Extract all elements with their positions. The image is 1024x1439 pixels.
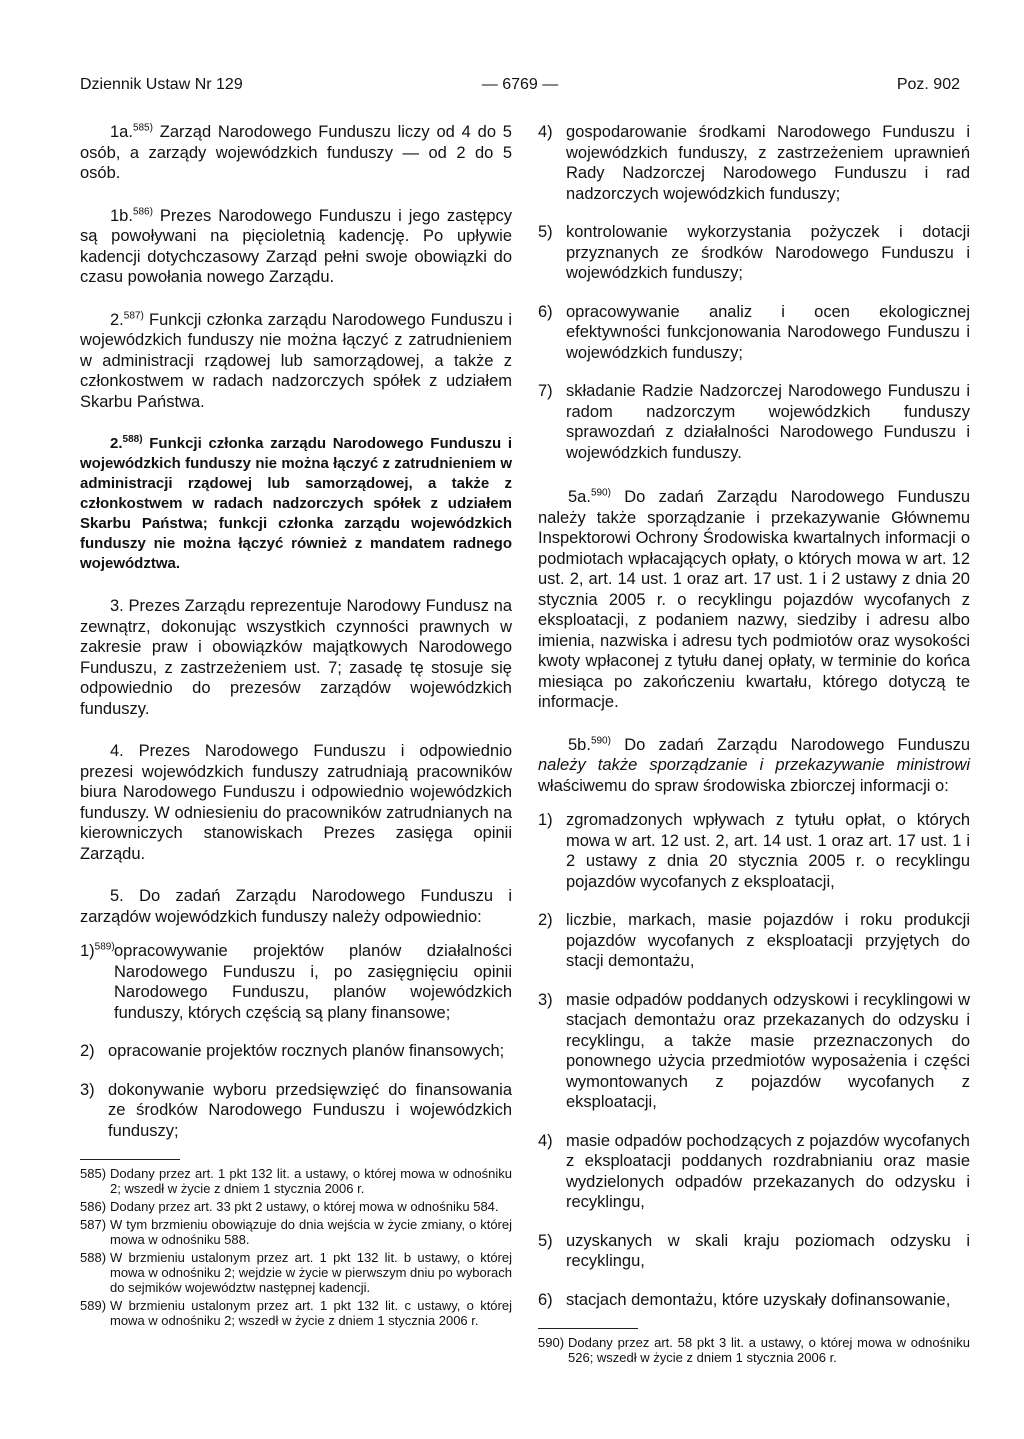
item-number: 5) bbox=[538, 1231, 553, 1250]
position-number: Poz. 902 bbox=[896, 76, 960, 93]
paragraph-number: 1b. bbox=[110, 206, 133, 225]
page-number: — 6769 — bbox=[481, 76, 559, 93]
item-number: 5) bbox=[538, 223, 553, 241]
paragraph-text: właściwemu do spraw środowiska zbiorczej informacji o: bbox=[538, 776, 949, 795]
item-text: kontrolowanie wykorzystania pożyczek i dotacji przyznanych ze środków Narodowego Funduszu i wojewódzkich funduszy; bbox=[566, 223, 970, 282]
paragraph-number: 5b. bbox=[568, 735, 591, 754]
item-number: 3) bbox=[538, 990, 553, 1009]
paragraph-5a bbox=[538, 487, 970, 713]
item-number: 4) bbox=[538, 1131, 553, 1150]
item-number: 1) bbox=[538, 811, 553, 829]
footnote-ref: 588) bbox=[122, 434, 143, 445]
list-item bbox=[80, 1041, 512, 1062]
list-item bbox=[538, 122, 970, 204]
paragraph-number: 2. bbox=[110, 435, 123, 452]
list-item bbox=[538, 222, 970, 284]
paragraph-number: 1a. bbox=[110, 123, 133, 141]
paragraph-number: 5a. bbox=[568, 488, 591, 506]
paragraph-1b bbox=[80, 206, 512, 288]
paragraph-text: Funkcji członka zarządu Narodowego Funduszu i wojewódzkich funduszy nie można łączyć z zatrudnieniem w administracji rządowej lub samorządowej, a także z członkostwem w radach nadzorczych spółek z udziałem Skarbu Państwa; funkcji członka zarządu wojewódzkich funduszy nie można łączyć również z mandatem radnego województwa. bbox=[80, 435, 512, 572]
item-text: składanie Radzie Nadzorczej Narodowego Funduszu i radom nadzorczym wojewódzkich funduszy sprawozdań z działalności Narodowego Funduszu i wojewódzkich funduszy. bbox=[566, 382, 970, 462]
list-item bbox=[538, 1231, 970, 1272]
item-number: 4) bbox=[538, 123, 553, 141]
list-item bbox=[538, 810, 970, 892]
footnote: 586) Dodany przez art. 33 pkt 2 ustawy, o której mowa w odnośniku 584. bbox=[80, 1199, 499, 1214]
footnote: 585) Dodany przez art. 1 pkt 132 lit. a ustawy, o której mowa w odnośniku 2; wszedł w życie z dniem 1 stycznia 2006 r. bbox=[80, 1166, 512, 1196]
right-column bbox=[538, 122, 970, 1368]
paragraph-text: Funkcji członka zarządu Narodowego Funduszu i wojewódzkich funduszy nie można łączyć z zatrudnieniem w administracji rządowej lub samorządowej, a także z członkostwem w radach nadzorczych spółek z udziałem Skarbu Państwa. bbox=[80, 310, 512, 411]
paragraph-3: 3. Prezes Zarządu reprezentuje Narodowy Fundusz na zewnątrz, dokonując wszystkich czynności prawnych w zakresie praw i obowiązków majątkowych Narodowego Funduszu, z zastrzeżeniem ust. 7; zasadę tę stosuje się odpowiednio do prezesów zarządów wojewódzkich funduszy. bbox=[80, 597, 512, 718]
paragraph-5b bbox=[538, 735, 970, 797]
paragraph-4: 4. Prezes Narodowego Funduszu i odpowiednio prezesi wojewódzkich funduszy zatrudniają pracowników biura Narodowego Funduszu i odpowiednio wojewódzkich funduszy. W odniesieniu do pracowników zatrudnianych na kierowniczych stanowiskach Prezes zasięga opinii Zarządu. bbox=[80, 742, 512, 863]
item-number: 6) bbox=[538, 1290, 553, 1309]
footnote-ref: 585) bbox=[132, 122, 153, 134]
paragraph-text: Prezes Narodowego Funduszu i jego zastępcy są powoływani na pięcioletnią kadencję. Po upływie kadencji dotychczasowy Zarząd pełni swoje obowiązki do czasu powołania nowego Zarządu. bbox=[80, 206, 512, 286]
paragraph-2-current bbox=[80, 310, 512, 413]
footnote: 587) W tym brzmieniu obowiązuje do dnia wejścia w życie zmiany, o której mowa w odnośniku 588. bbox=[80, 1217, 512, 1247]
item-number: 2) bbox=[538, 911, 553, 929]
left-column bbox=[80, 122, 512, 1331]
paragraph-number: 2. bbox=[110, 310, 124, 329]
list-item bbox=[538, 910, 970, 972]
footnote-ref: 590) bbox=[590, 735, 611, 746]
item-text: masie odpadów pochodzących z pojazdów wycofanych z eksploatacji poddanych rozdrabnianiu oraz masie wydzielonych odpadów przekazanych do odzysku i recyklingu, bbox=[566, 1131, 970, 1211]
page-header bbox=[80, 76, 960, 104]
item-text: liczbie, markach, masie pojazdów i roku produkcji pojazdów wycofanych z eksploatacji przyjętych do stacji demontażu, bbox=[566, 911, 970, 970]
footnote: 589) W brzmieniu ustalonym przez art. 1 pkt 132 lit. c ustawy, o której mowa w odnośniku 2; wszedł w życie z dniem 1 stycznia 2006 r. bbox=[80, 1298, 512, 1328]
paragraph-text-italic: należy także sporządzanie i przekazywanie ministrowi bbox=[538, 756, 970, 774]
list-item bbox=[538, 381, 970, 463]
item-text: masie odpadów poddanych odzyskowi i recyklingowi w stacjach demontażu oraz przekazanych do odzysku i recyklingu, a także masie przeznaczonych do ponownego użycia przedmiotów wyposażenia i części wymontowanych z pojazdów wycofanych z eksploatacji, bbox=[566, 990, 970, 1111]
paragraph-1a bbox=[80, 122, 512, 184]
list-item bbox=[80, 941, 512, 1023]
list-item bbox=[538, 302, 970, 364]
list-item bbox=[80, 1080, 512, 1142]
footnote: 590) Dodany przez art. 58 pkt 3 lit. a ustawy, o której mowa w odnośniku 526; wszedł w życie z dniem 1 stycznia 2006 r. bbox=[538, 1335, 970, 1365]
item-text: gospodarowanie środkami Narodowego Funduszu i wojewódzkich funduszy, z zastrzeżeniem uprawnień Rady Nadzorczej Narodowego Funduszu i rad nadzorczych wojewódzkich funduszy; bbox=[566, 123, 970, 203]
footnote-divider bbox=[80, 1159, 180, 1160]
item-number: 7) bbox=[538, 382, 553, 400]
item-number: 1)$^{589)}$ bbox=[80, 941, 115, 960]
paragraph-text: Do zadań Zarządu Narodowego Funduszu należy także sporządzanie i przekazywanie Głównemu Inspektorowi Ochrony Środowiska kwartalnych informacji o podmiotach wpłacających opłaty, o których mowa w art. 12 ust. 2, art. 14 ust. 1 oraz art. 17 ust. 1 i 2 ustawy z dnia 20 stycznia 2005 r. o recyklingu pojazdów wycofanych z eksploatacji, z podaniem nazwy, siedziby i adresu albo imienia, nazwiska i adresu tych podmiotów oraz wysokości kwoty wpłaconej z tytułu danej opłaty, w terminie do końca miesiąca po zakończeniu kwartału, którego dotyczą te informacje. bbox=[538, 488, 970, 711]
item-text: dokonywanie wyboru przedsięwzięć do finansowania ze środków Narodowego Funduszu i wojewódzkich funduszy; bbox=[108, 1080, 512, 1140]
footnote: 588) W brzmieniu ustalonym przez art. 1 pkt 132 lit. b ustawy, o której mowa w odnośniku 2; wejdzie w życie w pierwszym dniu po wyborach do sejmików województw następnej kadencji. bbox=[80, 1250, 512, 1295]
paragraph-2-future bbox=[80, 434, 512, 574]
journal-title: Dziennik Ustaw Nr 129 bbox=[80, 76, 243, 93]
list-item bbox=[538, 990, 970, 1113]
footnote-ref: 586) bbox=[132, 206, 153, 217]
item-text: opracowywanie analiz i ocen ekologicznej efektywności funkcjonowania Narodowego Funduszu i wojewódzkich funduszy; bbox=[566, 302, 970, 362]
footnote-ref: 587) bbox=[123, 310, 144, 321]
item-number: 2) bbox=[80, 1042, 95, 1060]
item-number: 3) bbox=[80, 1080, 95, 1099]
footnote-ref: 590) bbox=[590, 487, 611, 499]
item-number: 6) bbox=[538, 302, 553, 321]
list-item bbox=[538, 1131, 970, 1213]
item-text: uzyskanych w skali kraju poziomach odzysku i recyklingu, bbox=[566, 1231, 970, 1270]
paragraph-5: 5. Do zadań Zarządu Narodowego Funduszu i zarządów wojewódzkich funduszy należy odpowiednio: bbox=[80, 887, 512, 926]
item-text: opracowywanie projektów planów działalności Narodowego Funduszu i, po zasięgnięciu opinii Narodowego Funduszu, planów wojewódzkich funduszy, których częścią są plany finansowe; bbox=[114, 942, 512, 1022]
list-item bbox=[538, 1290, 970, 1311]
item-text: zgromadzonych wpływach z tytułu opłat, o których mowa w art. 12 ust. 2, art. 14 ust. 1 oraz art. 17 ust. 1 i 2 ustawy z dnia 20 stycznia 2005 r. o recyklingu pojazdów wycofanych z eksploatacji, bbox=[566, 811, 970, 891]
paragraph-text: Zarząd Narodowego Funduszu liczy od 4 do 5 osób, a zarządy wojewódzkich funduszy — od 2 do 5 osób. bbox=[80, 123, 512, 182]
item-text: opracowanie projektów rocznych planów finansowych; bbox=[108, 1042, 505, 1060]
footnote-divider bbox=[538, 1328, 638, 1329]
paragraph-text: Do zadań Zarządu Narodowego Funduszu bbox=[610, 735, 970, 754]
item-text: stacjach demontażu, które uzyskały dofinansowanie, bbox=[566, 1290, 951, 1309]
